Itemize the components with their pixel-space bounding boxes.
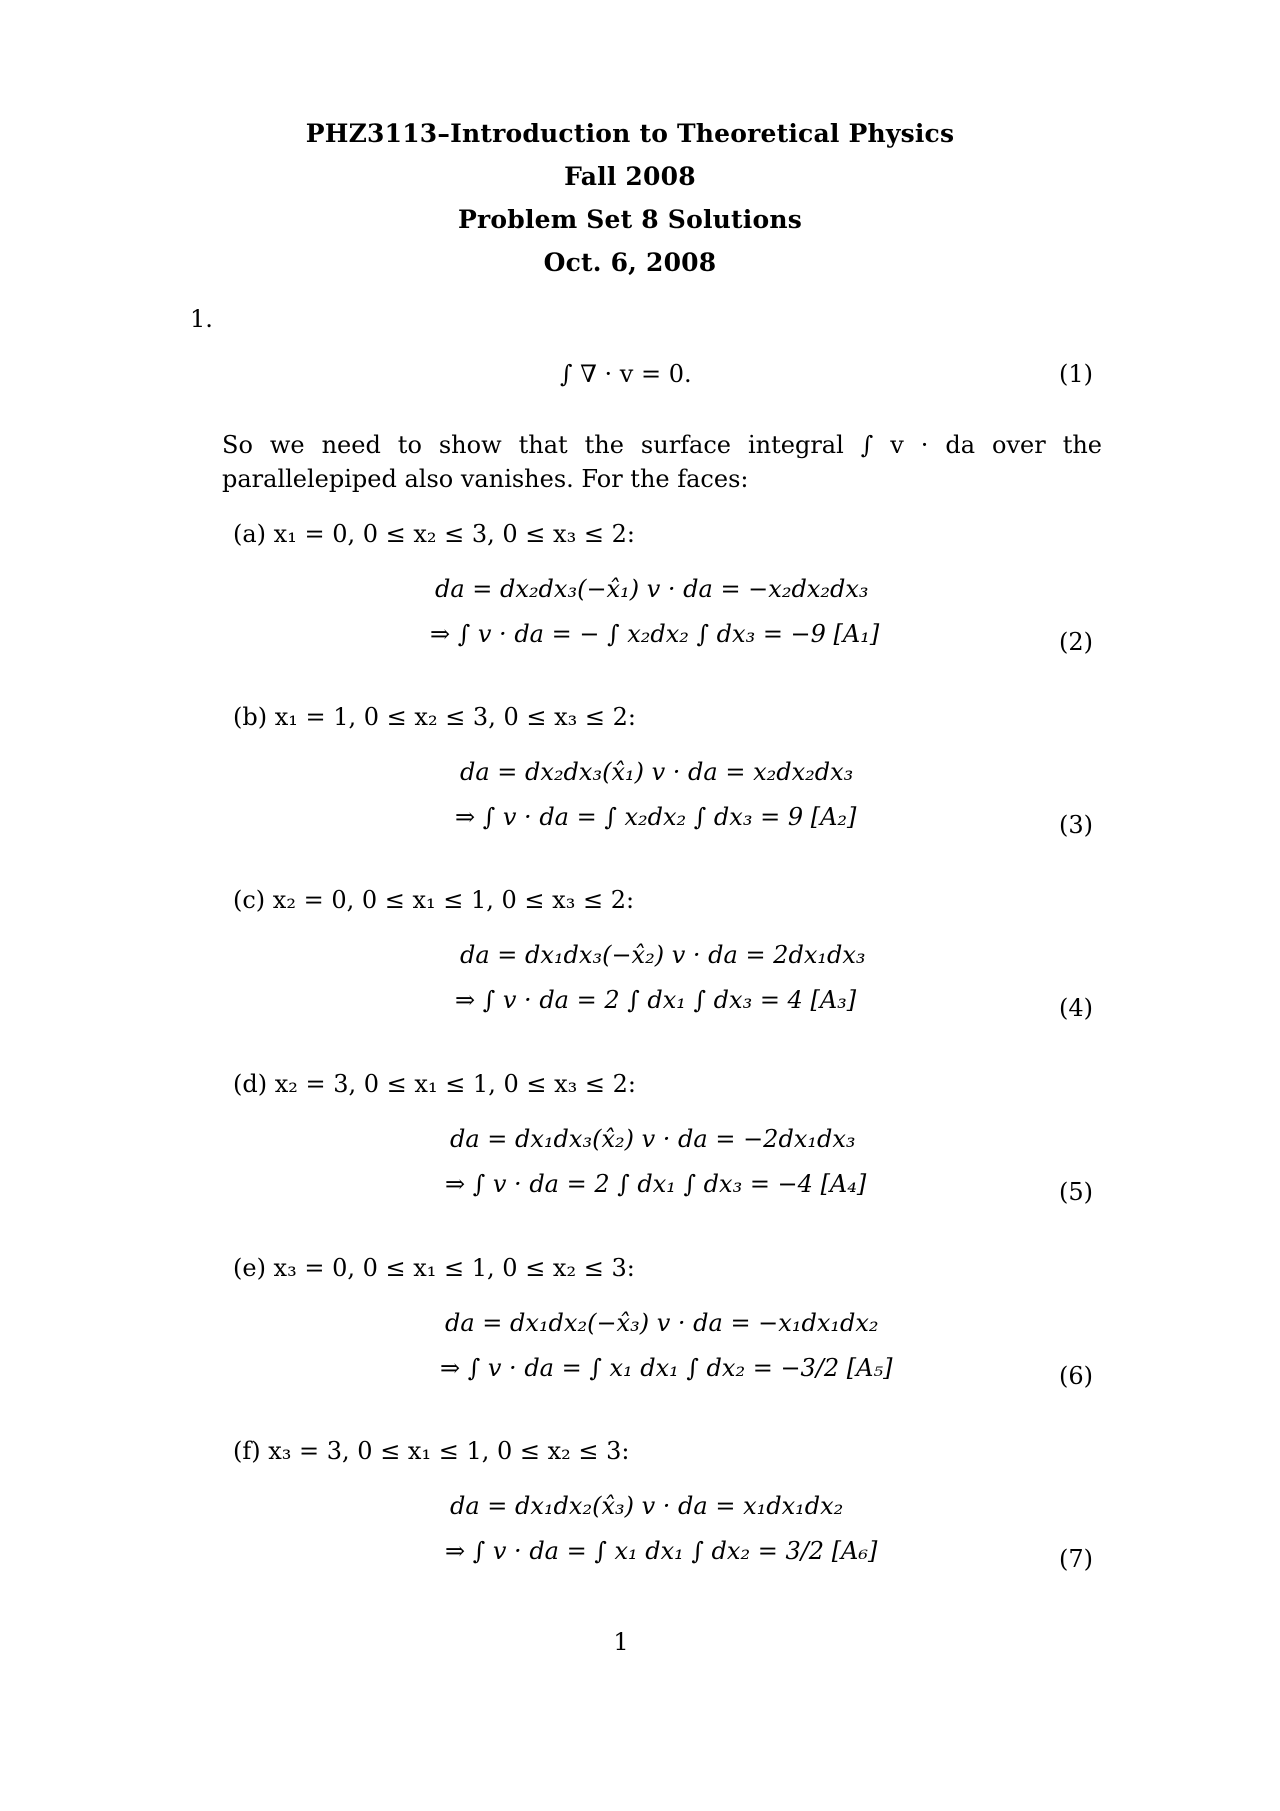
face-label: (b) x₁ = 1, 0 ≤ x₂ ≤ 3, 0 ≤ x₃ ≤ 2: — [233, 703, 636, 731]
course-title: PHZ3113–Introduction to Theoretical Physics — [305, 119, 955, 148]
da-equation: da = dx₁dx₃(−x̂₂) v · da = 2dx₁dx₃ — [460, 941, 866, 969]
equation-number: (6) — [1059, 1362, 1093, 1390]
da-equation: da = dx₁dx₃(x̂₂) v · da = −2dx₁dx₃ — [450, 1125, 856, 1153]
surface-integral: ⇒ ∫ v · da = 2 ∫ dx₁ ∫ dx₃ = 4 [A₃] — [455, 986, 857, 1014]
da-equation: da = dx₁dx₂(x̂₃) v · da = x₁dx₁dx₂ — [450, 1492, 844, 1520]
face-label: (a) x₁ = 0, 0 ≤ x₂ ≤ 3, 0 ≤ x₃ ≤ 2: — [233, 520, 635, 548]
surface-integral: ⇒ ∫ v · da = 2 ∫ dx₁ ∫ dx₃ = −4 [A₄] — [445, 1170, 867, 1198]
equation-number: (2) — [1059, 628, 1093, 656]
da-equation: da = dx₂dx₃(−x̂₁) v · da = −x₂dx₂dx₃ — [435, 575, 869, 603]
surface-integral: ⇒ ∫ v · da = − ∫ x₂dx₂ ∫ dx₃ = −9 [A₁] — [430, 620, 880, 648]
equation-1-body: ∫ ∇ · v = 0. — [560, 360, 692, 388]
title-block — [0, 112, 1260, 284]
face-label: (c) x₂ = 0, 0 ≤ x₁ ≤ 1, 0 ≤ x₃ ≤ 2: — [233, 886, 635, 914]
surface-integral: ⇒ ∫ v · da = ∫ x₁ dx₁ ∫ dx₂ = 3/2 [A₆] — [445, 1537, 878, 1565]
face-label: (d) x₂ = 3, 0 ≤ x₁ ≤ 1, 0 ≤ x₃ ≤ 2: — [233, 1070, 636, 1098]
equation-1 — [0, 360, 1280, 416]
page-number: 1 — [613, 1628, 629, 1656]
equation-number: (3) — [1059, 811, 1093, 839]
date: Oct. 6, 2008 — [543, 248, 717, 277]
equation-number: (1) — [1059, 360, 1093, 388]
equation-number: (7) — [1059, 1545, 1093, 1573]
da-equation: da = dx₁dx₂(−x̂₃) v · da = −x₁dx₁dx₂ — [445, 1309, 879, 1337]
equation-number: (5) — [1059, 1178, 1093, 1206]
da-equation: da = dx₂dx₃(x̂₁) v · da = x₂dx₂dx₃ — [460, 758, 854, 786]
term: Fall 2008 — [564, 162, 696, 191]
problem-set-title: Problem Set 8 Solutions — [458, 205, 802, 234]
equation-number: (4) — [1059, 994, 1093, 1022]
face-label: (f) x₃ = 3, 0 ≤ x₁ ≤ 1, 0 ≤ x₂ ≤ 3: — [233, 1437, 630, 1465]
intro-paragraph: So we need to show that the surface integral ∫ v · da over the parallelepiped also vanishes. For the faces: — [222, 431, 1102, 493]
face-label: (e) x₃ = 0, 0 ≤ x₁ ≤ 1, 0 ≤ x₂ ≤ 3: — [233, 1254, 635, 1282]
surface-integral: ⇒ ∫ v · da = ∫ x₂dx₂ ∫ dx₃ = 9 [A₂] — [455, 803, 857, 831]
surface-integral: ⇒ ∫ v · da = ∫ x₁ dx₁ ∫ dx₂ = −3/2 [A₅] — [440, 1354, 893, 1382]
problem-number: 1. — [190, 305, 213, 333]
